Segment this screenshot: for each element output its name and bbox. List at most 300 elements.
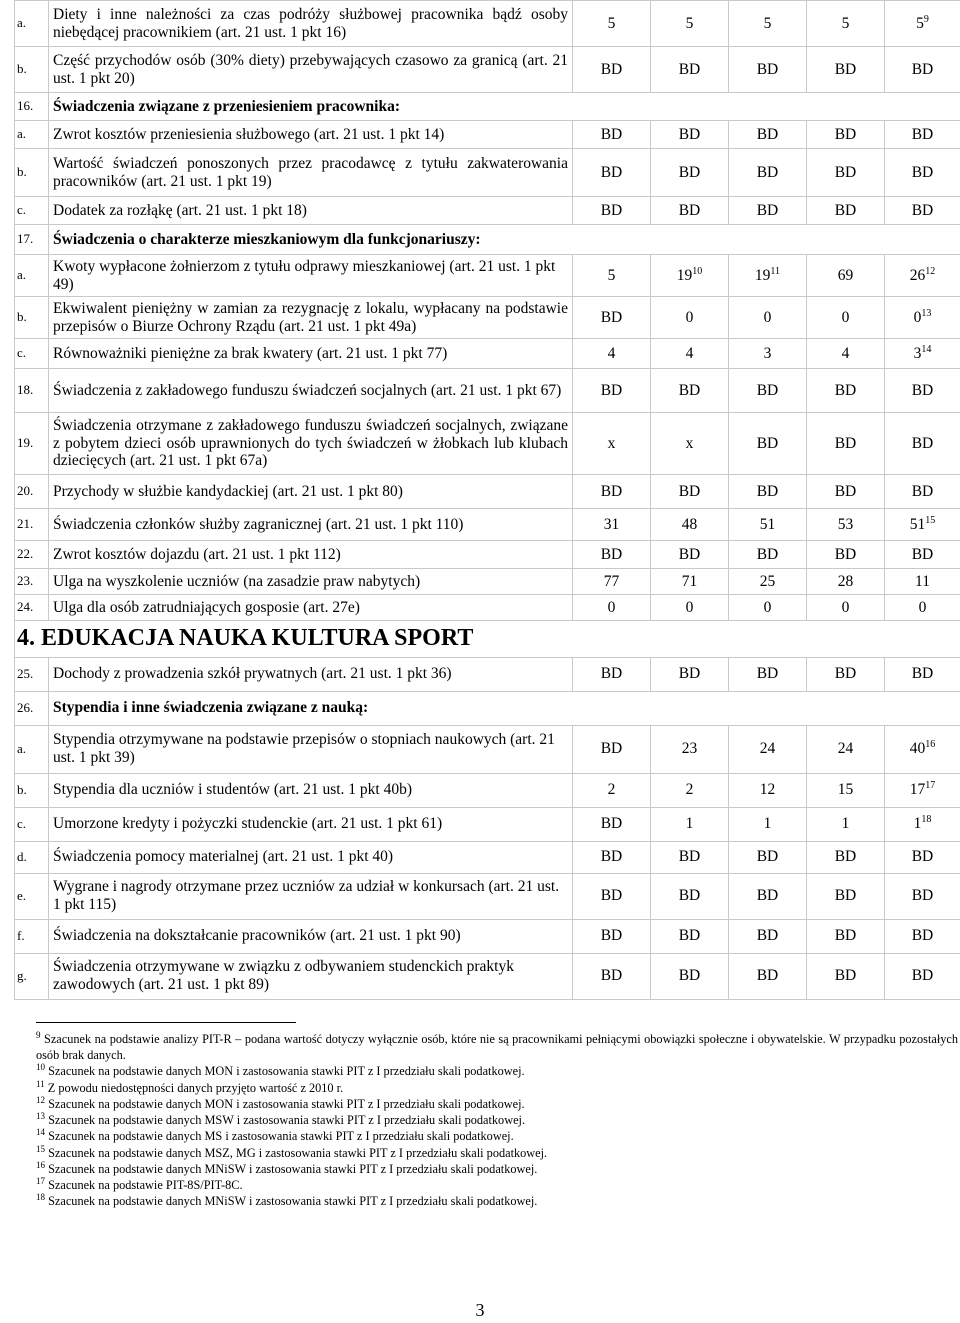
row-number: a. [15, 255, 49, 297]
value-cell [807, 197, 885, 225]
value-text: 5 [685, 14, 694, 32]
value-cell [651, 919, 729, 953]
group-header-row [15, 691, 960, 725]
row-description: Część przychodów osób (30% diety) przebywających czasowo za granicą (art. 21 ust. 1 pkt 20) [49, 47, 573, 93]
value-cell [807, 47, 885, 93]
row-description: Równoważniki pieniężne za brak kwatery (art. 21 ust. 1 pkt 77) [49, 339, 573, 369]
value-text: BD [834, 848, 857, 866]
row-description: Zwrot kosztów przeniesienia służbowego (art. 21 ust. 1 pkt 14) [49, 121, 573, 149]
value-text: 0 [763, 598, 772, 616]
value-text: 51 [909, 515, 926, 533]
footnote-text: Szacunek na podstawie danych MSZ, MG i zastosowania stawki PIT z I przedziału skali podatkowej. [48, 1145, 548, 1160]
value-text: 2 [685, 781, 694, 799]
value-cell [807, 541, 885, 569]
value-cell [807, 121, 885, 149]
value-text: BD [756, 60, 779, 78]
value-cell [885, 369, 960, 413]
row-number: d. [15, 841, 49, 873]
value-text: BD [678, 60, 701, 78]
value-text: BD [756, 482, 779, 500]
value-cell [651, 953, 729, 999]
value-text: 1 [913, 815, 922, 833]
value-cell [729, 953, 807, 999]
footnote-list [36, 1031, 958, 1209]
table-row [15, 773, 960, 807]
value-text: BD [911, 482, 934, 500]
footnote-number: 11 [36, 1078, 45, 1089]
row-description: Zwrot kosztów dojazdu (art. 21 ust. 1 pkt 112) [49, 541, 573, 569]
value-text: BD [834, 887, 857, 905]
footnote-number: 18 [36, 1192, 45, 1203]
value-cell [729, 1, 807, 47]
table-row [15, 297, 960, 339]
value-text: 77 [603, 572, 620, 590]
value-cell [807, 413, 885, 475]
value-cell [651, 197, 729, 225]
value-text: 26 [909, 266, 926, 284]
value-cell [807, 255, 885, 297]
value-cell [807, 569, 885, 595]
row-description: Świadczenia związane z przeniesieniem pracownika: [49, 93, 960, 121]
value-cell [807, 1, 885, 47]
value-text: 5 [916, 14, 924, 32]
value-cell [885, 339, 960, 369]
footnote-ref: 9 [923, 13, 929, 25]
value-text: BD [834, 381, 857, 399]
value-text: 5 [607, 266, 616, 284]
value-text: BD [600, 740, 623, 758]
value-cell [885, 509, 960, 541]
value-text: 3 [763, 344, 772, 362]
value-cell [573, 197, 651, 225]
value-cell [573, 725, 651, 773]
group-header-row [15, 93, 960, 121]
value-text: BD [756, 545, 779, 563]
page-number: 3 [475, 1300, 485, 1320]
value-cell [807, 297, 885, 339]
value-cell [573, 807, 651, 841]
value-text: BD [600, 848, 623, 866]
footnote [36, 1096, 958, 1112]
value-cell [885, 475, 960, 509]
footnote-ref: 10 [692, 265, 703, 277]
value-cell [729, 773, 807, 807]
row-description: Ekwiwalent pieniężny w zamian za rezygnację z lokalu, wypłacany na podstawie przepisów o Biurze Ochrony Rządu (art. 21 ust. 1 pkt 49a) [49, 297, 573, 339]
value-cell [729, 255, 807, 297]
table-row [15, 197, 960, 225]
value-cell [729, 413, 807, 475]
value-text: BD [600, 125, 623, 143]
table-row [15, 595, 960, 621]
row-description: Umorzone kredyty i pożyczki studenckie (art. 21 ust. 1 pkt 61) [49, 807, 573, 841]
value-cell [885, 255, 960, 297]
value-cell [573, 121, 651, 149]
value-text: 11 [915, 572, 930, 590]
value-text: BD [678, 125, 701, 143]
value-cell [729, 197, 807, 225]
footnote-text: Z powodu niedostępności danych przyjęto wartość z 2010 r. [47, 1080, 344, 1095]
value-text: BD [911, 848, 934, 866]
section-title: 4. EDUKACJA NAUKA KULTURA SPORT [15, 621, 960, 658]
value-text: BD [600, 308, 623, 326]
value-text: 0 [607, 598, 616, 616]
value-cell [573, 657, 651, 691]
value-cell [651, 541, 729, 569]
value-cell [807, 725, 885, 773]
table-row [15, 873, 960, 919]
value-text: 17 [909, 781, 926, 799]
value-text: BD [678, 482, 701, 500]
value-text: BD [600, 163, 623, 181]
row-description: Świadczenia o charakterze mieszkaniowym dla funkcjonariuszy: [49, 225, 960, 255]
row-number: 20. [15, 475, 49, 509]
row-description: Przychody w służbie kandydackiej (art. 21 ust. 1 pkt 80) [49, 475, 573, 509]
value-text: 19 [754, 266, 771, 284]
value-text: x [607, 434, 616, 452]
footnote-text: Szacunek na podstawie danych MNiSW i zastosowania stawki PIT z I przedziału skali podatkowej. [48, 1161, 538, 1176]
value-text: BD [756, 927, 779, 945]
footnote-number: 14 [36, 1127, 45, 1138]
value-text: BD [678, 545, 701, 563]
value-cell [885, 873, 960, 919]
value-text: BD [911, 665, 934, 683]
table-row [15, 339, 960, 369]
value-cell [651, 47, 729, 93]
value-text: BD [678, 381, 701, 399]
value-text: 0 [685, 308, 694, 326]
value-cell [651, 297, 729, 339]
value-cell [885, 149, 960, 197]
row-number: a. [15, 725, 49, 773]
value-cell [885, 569, 960, 595]
value-text: 1 [685, 815, 694, 833]
value-cell [651, 569, 729, 595]
value-cell [651, 413, 729, 475]
table-row [15, 369, 960, 413]
value-cell [885, 47, 960, 93]
value-text: BD [678, 887, 701, 905]
value-text: BD [834, 60, 857, 78]
value-text: 31 [603, 515, 620, 533]
value-text: 0 [841, 308, 850, 326]
value-text: BD [834, 545, 857, 563]
value-cell [729, 339, 807, 369]
table-row [15, 255, 960, 297]
value-cell [729, 121, 807, 149]
value-cell [807, 657, 885, 691]
row-number: c. [15, 807, 49, 841]
footnote-text: Szacunek na podstawie danych MON i zastosowania stawki PIT z I przedziału skali podatkowej. [48, 1064, 525, 1079]
benefits-table [14, 0, 960, 1000]
value-cell [573, 413, 651, 475]
row-number: c. [15, 197, 49, 225]
value-text: BD [756, 665, 779, 683]
value-cell [807, 919, 885, 953]
row-number: 25. [15, 657, 49, 691]
group-header-row [15, 225, 960, 255]
value-text: x [685, 434, 694, 452]
value-cell [885, 541, 960, 569]
value-text: BD [600, 665, 623, 683]
value-cell [651, 255, 729, 297]
value-cell [729, 509, 807, 541]
row-number: 21. [15, 509, 49, 541]
value-cell [729, 807, 807, 841]
value-text: 1 [841, 815, 850, 833]
value-cell [651, 339, 729, 369]
row-number: 26. [15, 691, 49, 725]
row-number: 19. [15, 413, 49, 475]
footnote [36, 1128, 958, 1144]
footnote [36, 1161, 958, 1177]
row-number: c. [15, 339, 49, 369]
table-row [15, 47, 960, 93]
footnote-text: Szacunek na podstawie danych MNiSW i zastosowania stawki PIT z I przedziału skali podatkowej. [48, 1194, 538, 1209]
value-text: 0 [841, 598, 850, 616]
value-cell [651, 1, 729, 47]
table-row [15, 841, 960, 873]
table-row [15, 1, 960, 47]
value-cell [807, 475, 885, 509]
value-text: BD [911, 201, 934, 219]
value-text: BD [600, 482, 623, 500]
value-text: 0 [685, 598, 694, 616]
value-cell [573, 255, 651, 297]
value-cell [729, 873, 807, 919]
footnote-ref: 17 [925, 780, 936, 792]
value-text: 4 [841, 344, 850, 362]
value-cell [573, 369, 651, 413]
footnote-number: 16 [36, 1159, 45, 1170]
value-cell [729, 475, 807, 509]
value-text: BD [678, 967, 701, 985]
row-number: g. [15, 953, 49, 999]
footnote-number: 15 [36, 1143, 45, 1154]
value-cell [807, 953, 885, 999]
value-cell [651, 873, 729, 919]
footnote [36, 1112, 958, 1128]
value-text: 0 [913, 308, 922, 326]
row-description: Świadczenia pomocy materialnej (art. 21 ust. 1 pkt 40) [49, 841, 573, 873]
footnote-number: 10 [36, 1062, 45, 1073]
value-cell [807, 339, 885, 369]
value-text: 48 [681, 515, 698, 533]
value-cell [885, 1, 960, 47]
row-number: f. [15, 919, 49, 953]
value-text: BD [678, 848, 701, 866]
value-cell [807, 149, 885, 197]
value-text: 40 [909, 740, 926, 758]
table-row [15, 807, 960, 841]
table-row [15, 475, 960, 509]
value-cell [729, 149, 807, 197]
row-description: Stypendia dla uczniów i studentów (art. 21 ust. 1 pkt 40b) [49, 773, 573, 807]
row-number: e. [15, 873, 49, 919]
value-cell [885, 953, 960, 999]
footnote [36, 1031, 958, 1063]
value-text: BD [678, 927, 701, 945]
value-text: 2 [607, 781, 616, 799]
value-cell [729, 569, 807, 595]
footnote-ref: 11 [770, 265, 781, 277]
value-text: 3 [913, 344, 922, 362]
value-text: BD [911, 887, 934, 905]
table-row [15, 725, 960, 773]
value-cell [651, 369, 729, 413]
table-row [15, 657, 960, 691]
value-text: 71 [681, 572, 698, 590]
value-text: BD [834, 927, 857, 945]
value-cell [807, 841, 885, 873]
value-text: 4 [607, 344, 616, 362]
value-cell [573, 953, 651, 999]
value-cell [729, 297, 807, 339]
value-text: BD [834, 665, 857, 683]
value-text: 19 [676, 266, 693, 284]
value-text: BD [911, 163, 934, 181]
value-cell [573, 149, 651, 197]
value-cell [885, 725, 960, 773]
value-text: 12 [759, 781, 776, 799]
value-cell [573, 569, 651, 595]
value-text: BD [756, 381, 779, 399]
value-cell [651, 841, 729, 873]
footnote-text: Szacunek na podstawie danych MON i zastosowania stawki PIT z I przedziału skali podatkowej. [48, 1096, 525, 1111]
value-cell [729, 841, 807, 873]
value-text: BD [834, 482, 857, 500]
value-text: BD [600, 201, 623, 219]
row-description: Stypendia otrzymywane na podstawie przepisów o stopniach naukowych (art. 21 ust. 1 pkt 39) [49, 725, 573, 773]
value-text: BD [911, 381, 934, 399]
table-row [15, 953, 960, 999]
footnote-text: Szacunek na podstawie PIT-8S/PIT-8C. [48, 1177, 243, 1192]
value-text: 53 [837, 515, 854, 533]
value-text: 23 [681, 740, 698, 758]
value-text: BD [911, 967, 934, 985]
value-cell [885, 197, 960, 225]
row-number: 22. [15, 541, 49, 569]
value-cell [807, 509, 885, 541]
section-heading-row [15, 621, 960, 658]
value-text: BD [911, 927, 934, 945]
value-cell [651, 121, 729, 149]
value-text: BD [911, 60, 934, 78]
value-text: 5 [841, 14, 850, 32]
row-description: Stypendia i inne świadczenia związane z nauką: [49, 691, 960, 725]
row-description: Świadczenia z zakładowego funduszu świadczeń socjalnych (art. 21 ust. 1 pkt 67) [49, 369, 573, 413]
footnote [36, 1177, 958, 1193]
row-description: Ulga dla osób zatrudniających gosposie (art. 27e) [49, 595, 573, 621]
value-text: BD [756, 967, 779, 985]
row-number: b. [15, 773, 49, 807]
value-text: BD [834, 434, 857, 452]
row-description: Wartość świadczeń ponoszonych przez pracodawcę z tytułu zakwaterowania pracowników (art. 21 ust. 1 pkt 19) [49, 149, 573, 197]
value-cell [885, 413, 960, 475]
value-text: 0 [763, 308, 772, 326]
value-text: BD [756, 201, 779, 219]
value-text: 25 [759, 572, 776, 590]
row-description: Świadczenia otrzymywane w związku z odbywaniem studenckich praktyk zawodowych (art. 21 ust. 1 pkt 89) [49, 953, 573, 999]
value-cell [651, 773, 729, 807]
value-cell [807, 595, 885, 621]
footnote-ref: 14 [921, 343, 932, 355]
footnote-rule [36, 1022, 296, 1023]
value-text: BD [911, 545, 934, 563]
value-text: 51 [759, 515, 776, 533]
value-text: 0 [918, 598, 927, 616]
value-cell [885, 773, 960, 807]
value-text: BD [600, 887, 623, 905]
value-text: BD [834, 163, 857, 181]
value-cell [885, 121, 960, 149]
value-text: 5 [607, 14, 616, 32]
value-text: BD [834, 967, 857, 985]
value-text: BD [678, 665, 701, 683]
footnote-ref: 12 [925, 265, 936, 277]
value-text: BD [756, 125, 779, 143]
footnote-number: 17 [36, 1175, 45, 1186]
table-row [15, 569, 960, 595]
row-number: 24. [15, 595, 49, 621]
row-number: b. [15, 149, 49, 197]
value-cell [807, 773, 885, 807]
value-text: BD [756, 887, 779, 905]
value-text: 4 [685, 344, 694, 362]
table-row [15, 541, 960, 569]
value-cell [651, 725, 729, 773]
footnotes [36, 1022, 958, 1209]
value-text: 1 [763, 815, 772, 833]
value-text: 5 [763, 14, 772, 32]
value-cell [573, 47, 651, 93]
table-row [15, 919, 960, 953]
value-text: BD [600, 967, 623, 985]
value-cell [573, 1, 651, 47]
row-description: Świadczenia członków służby zagranicznej (art. 21 ust. 1 pkt 110) [49, 509, 573, 541]
value-text: BD [600, 927, 623, 945]
footnote-ref: 13 [921, 307, 932, 319]
row-number: 23. [15, 569, 49, 595]
footnote [36, 1080, 958, 1096]
value-cell [573, 509, 651, 541]
value-cell [729, 47, 807, 93]
value-cell [573, 541, 651, 569]
value-cell [573, 297, 651, 339]
footnote-text: Szacunek na podstawie analizy PIT-R – podana wartość dotyczy wyłącznie osób, które nie są pracownikami pełniącymi obowiązki społeczne i obywatelskie. W przypadku pozostałych osób brak danych. [36, 1032, 958, 1063]
row-description: Wygrane i nagrody otrzymane przez uczniów za udział w konkursach (art. 21 ust. 1 pkt 115) [49, 873, 573, 919]
footnote [36, 1193, 958, 1209]
footnote-ref: 16 [925, 739, 936, 751]
footnote-number: 13 [36, 1111, 45, 1121]
value-cell [729, 919, 807, 953]
value-cell [729, 725, 807, 773]
row-number: b. [15, 297, 49, 339]
row-description: Ulga na wyszkolenie uczniów (na zasadzie praw nabytych) [49, 569, 573, 595]
value-cell [651, 595, 729, 621]
footnote-number: 9 [36, 1029, 41, 1040]
value-text: BD [600, 815, 623, 833]
value-text: BD [911, 125, 934, 143]
value-cell [651, 509, 729, 541]
row-description: Świadczenia na dokształcanie pracowników (art. 21 ust. 1 pkt 90) [49, 919, 573, 953]
value-text: BD [834, 201, 857, 219]
value-cell [807, 873, 885, 919]
value-cell [651, 475, 729, 509]
value-text: BD [678, 163, 701, 181]
footnote-number: 12 [36, 1094, 45, 1105]
value-cell [573, 919, 651, 953]
value-cell [573, 475, 651, 509]
